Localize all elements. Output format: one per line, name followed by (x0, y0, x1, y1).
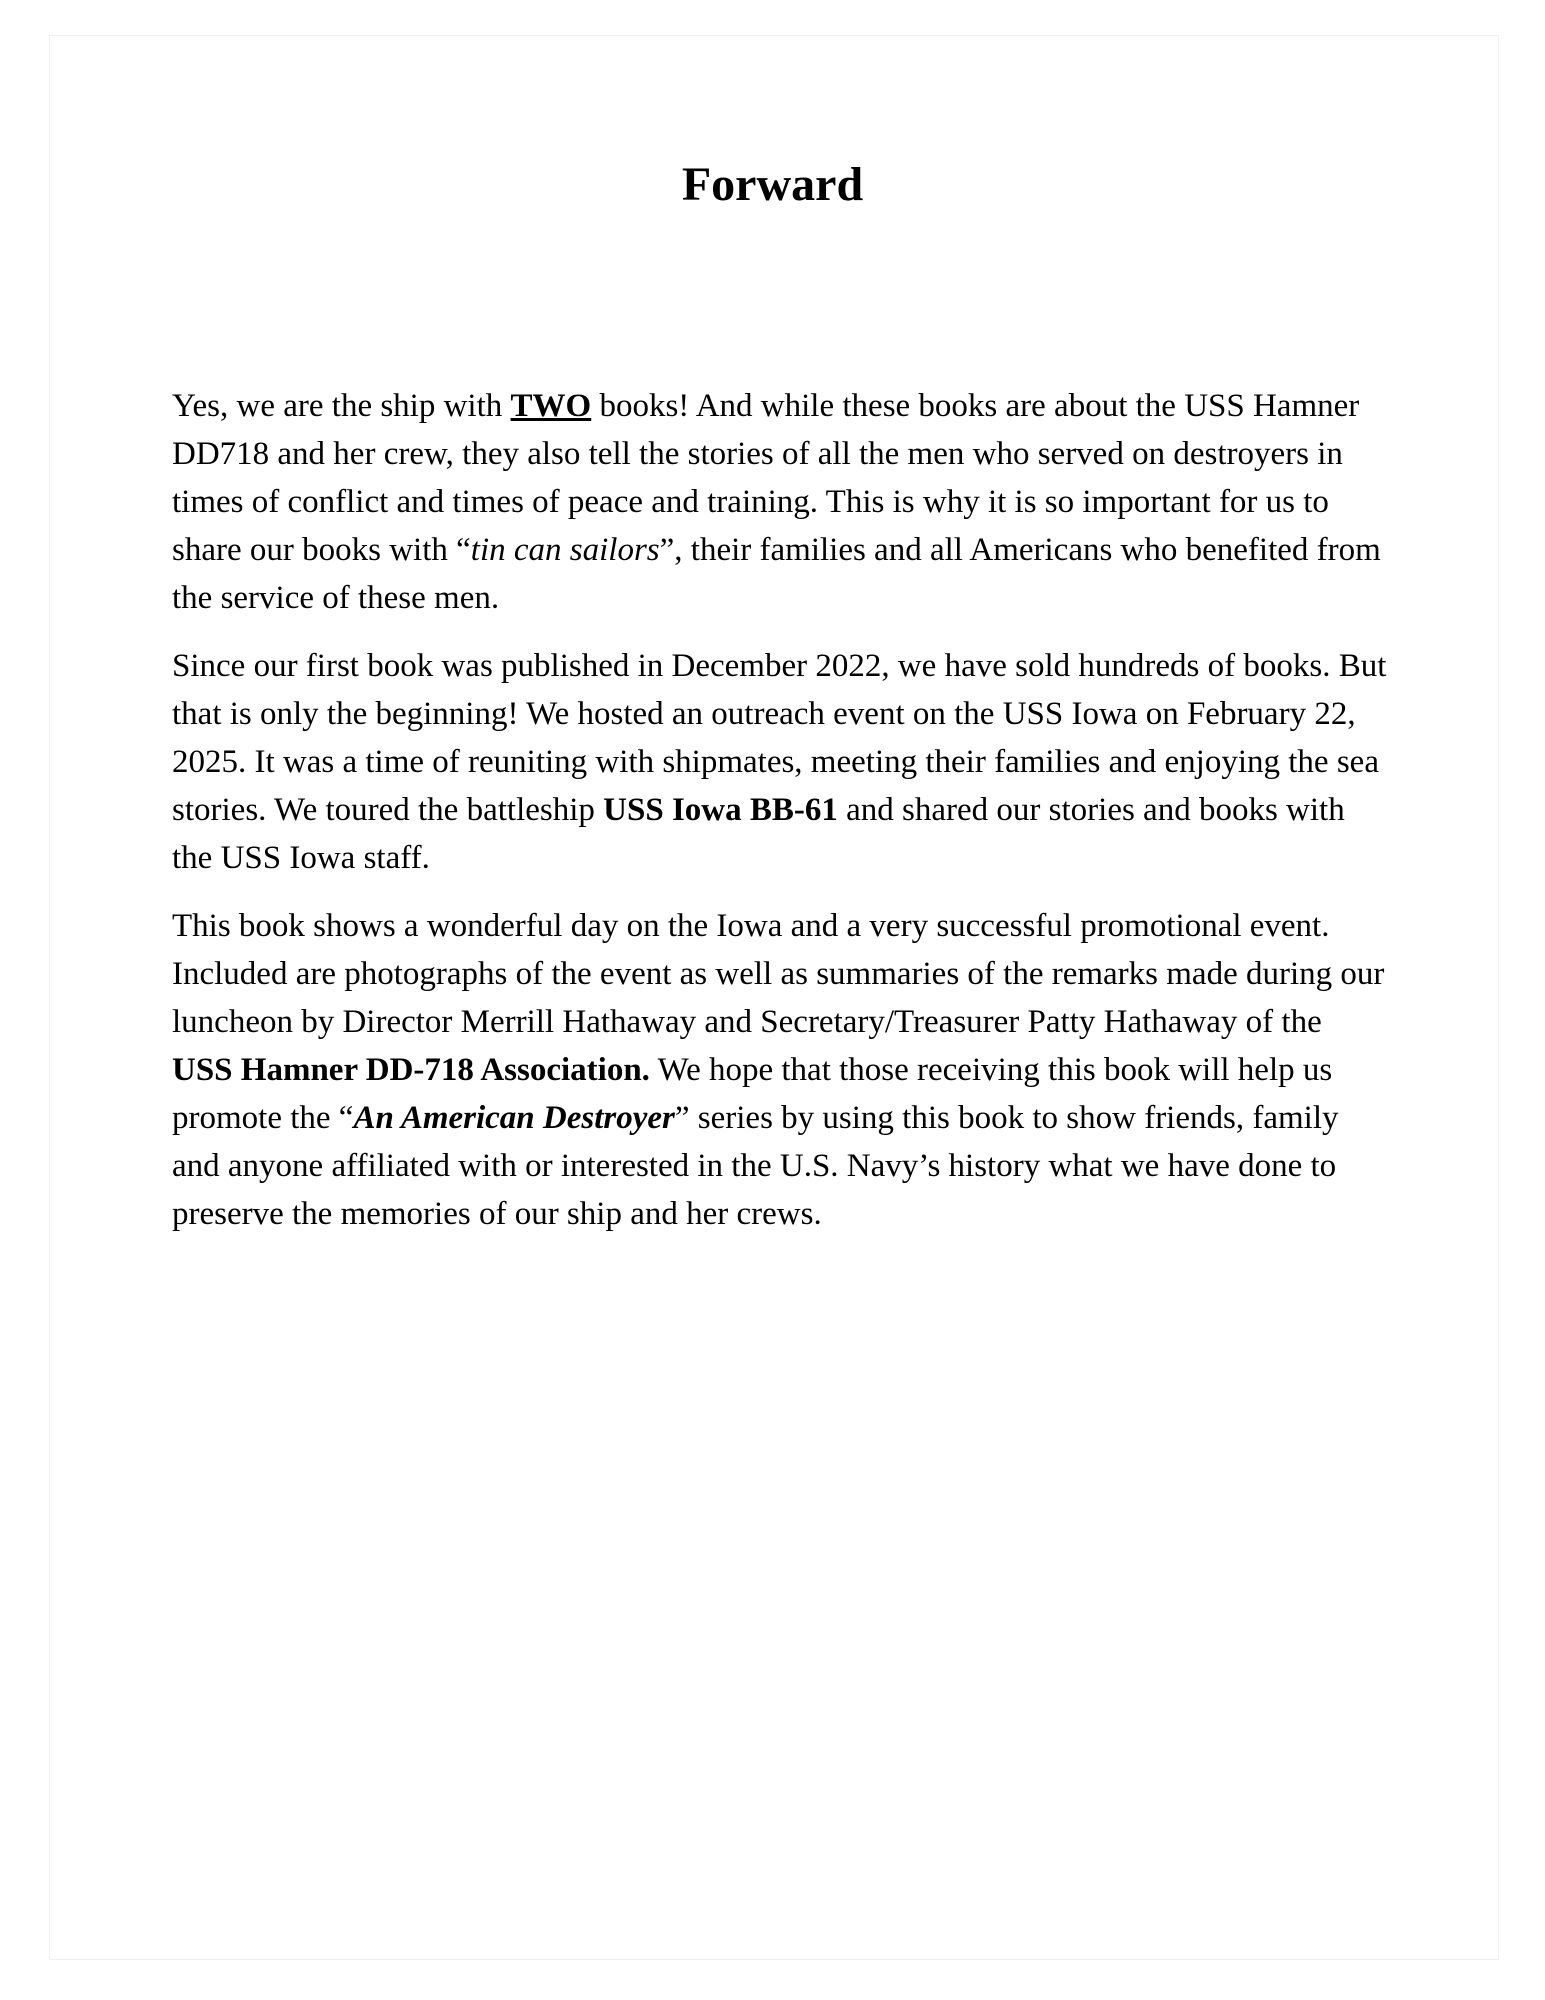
emphasis-association: USS Hamner DD-718 Association. (172, 1052, 650, 1088)
page-title: Forward (681, 158, 864, 211)
emphasis-uss-iowa: USS Iowa BB-61 (603, 792, 838, 828)
text-run: and shared our stories and books with the USS Iowa staff. (172, 792, 1345, 876)
text-run: This book shows a wonderful day on the Iowa and a very successful promotional event. Included are photographs of the event as well as summaries of the remarks made during our luncheon by Director Merrill Hathaway and Secretary/Treasurer Patty Hathaway of the (172, 908, 1385, 1040)
emphasis-two: TWO (510, 388, 592, 424)
emphasis-tin-can-sailors: tin can sailors (470, 532, 660, 568)
text-run: books! And while these books are about the USS Hamner DD718 and her crew, they also tell the stories of all the men who served on destroyers in times of conflict and times of peace and training. This is why it is so important for us to share our books with “ (172, 388, 1360, 568)
text-run: We hope that those receiving this book will help us promote the “ (172, 1052, 1333, 1136)
text-run: Since our first book was published in December 2022, we have sold hundreds of books. But that is only the beginning! We hosted an outreach event on the USS Iowa on February 22, 2025. It was a time of reuniting with shipmates, meeting their families and enjoying the sea stories. We toured the battleship (172, 648, 1387, 828)
text-run: ”, their families and all Americans who benefited from the service of these men. (172, 532, 1381, 616)
text-run: ” series by using this book to show friends, family and anyone affiliated with or interested in the U.S. Navy’s history what we have done to preserve the memories of our ship and her crews. (172, 1100, 1339, 1232)
paragraph-3 (172, 902, 1387, 1238)
text-run: Yes, we are the ship with (172, 388, 511, 424)
paragraph-1 (172, 382, 1387, 622)
paragraph-2 (172, 642, 1387, 882)
emphasis-series-title: An American Destroyer (353, 1100, 675, 1136)
document-body (172, 382, 1387, 1258)
